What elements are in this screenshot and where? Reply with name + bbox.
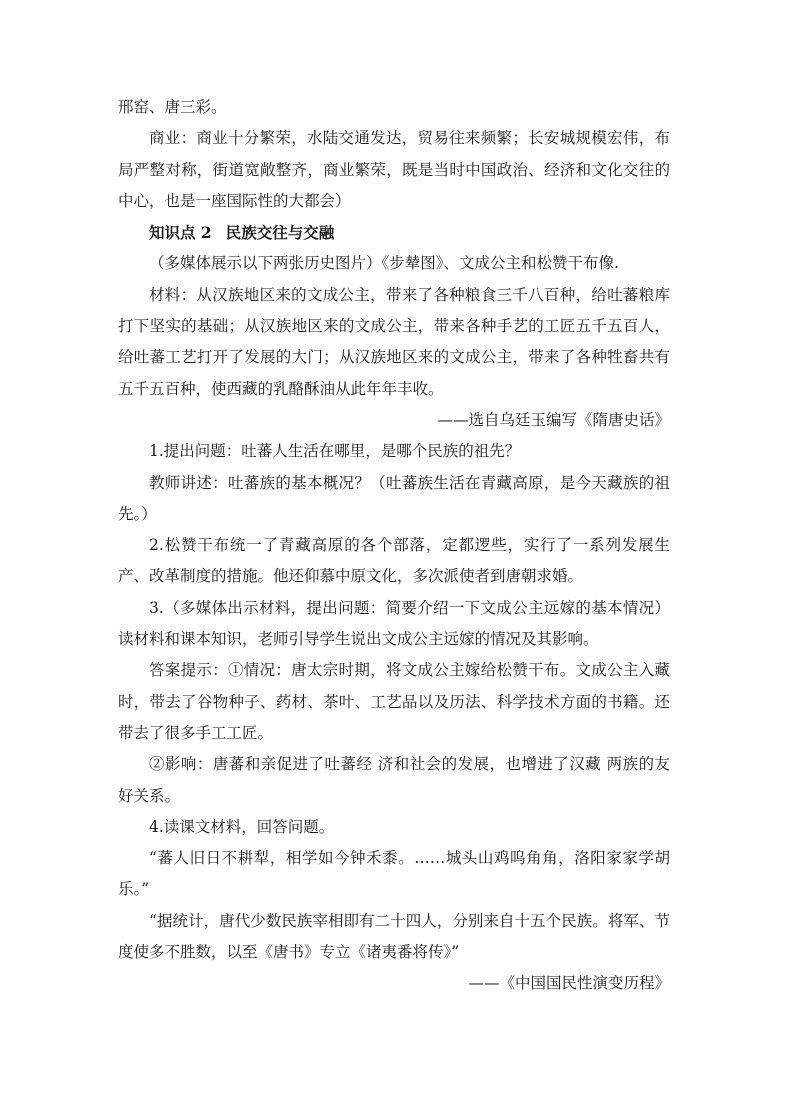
heading-title: 民族交往与交融 <box>225 223 335 243</box>
paragraph-question-1: 1.提出问题：吐蕃人生活在哪里，是哪个民族的祖先？ <box>149 442 521 461</box>
paragraph-continuation: 邢窑、唐三彩。 <box>118 98 227 116</box>
paragraph-commerce: 商业：商业十分繁荣，水陆交通发达，贸易往来频繁；长安城规模宏伟，布局严整对称，街道宽敞整齐，商业繁荣，既是当时中国政治、经济和文化交往的中心，也是一座国际性的大都会） <box>118 129 670 210</box>
paragraph-question-2: 2.松赞干布统一了青藏高原的各个部落，定都逻些，实行了一系列发展生产、改革制度的措施。他还仰慕中原文化，多次派使者到唐朝求婚。 <box>118 536 670 586</box>
paragraph-quote-1: “蕃人旧日不耕犁，相学如今钟禾黍。……城头山鸡呜角角，洛阳家家学胡乐。” <box>118 849 670 899</box>
paragraph-quote-2: “据统计，唐代少数民族宰相即有二十四人，分别来自十五个民族。将军、节度使多不胜数，以至《唐书》专立《诸夷番将传》” <box>118 911 670 962</box>
paragraph-material: 材料：从汉族地区来的文成公主，带来了各种粮食三千八百种，给吐蕃粮库打下坚实的基础；从汉族地区来的文成公主，带来各种手艺的工匠五千五百人，给吐蕃工艺打开了发展的大门；从汉族地区来的文成公主，带来了各种牲畜共有五千五百种，使西藏的乳酪酥油从此年年丰收。 <box>118 285 670 398</box>
source-citation-1: ——选自乌廷玉编写《隋唐史话》 <box>437 410 670 429</box>
paragraph-media: （多媒体展示以下两张历史图片）《步辇图》、文成公主和松赞干布像. <box>149 254 619 273</box>
source-citation-2: ——《中国国民性演变历程》 <box>468 974 670 993</box>
section-heading <box>118 217 670 248</box>
paragraph-question-3: 3.（多媒体出示材料，提出问题：简要介绍一下文成公主远嫁的基本情况）读材料和课本知识，老师引导学生说出文成公主远嫁的情况及其影响。 <box>118 598 670 649</box>
document-page <box>118 92 670 1000</box>
heading-label: 知识点 2 <box>149 223 212 243</box>
paragraph-teacher: 教师讲述：吐蕃族的基本概况？（吐蕃族生活在青藏高原，是今天藏族的祖先。） <box>118 473 670 523</box>
paragraph-question-4: 4.读课文材料，回答问题。 <box>149 817 335 836</box>
paragraph-answer: 答案提示：①情况：唐太宗时期，将文成公主嫁给松赞干布。文成公主入藏时，带去了谷物种子、药材、茶叶、工艺品以及历法、科学技术方面的书籍。还带去了很多手工工匠。 <box>118 661 670 742</box>
paragraph-impact: ②影响：唐蕃和亲促进了吐蕃经 济和社会的发展，也增进了汉藏 两族的友好关系。 <box>118 755 670 805</box>
